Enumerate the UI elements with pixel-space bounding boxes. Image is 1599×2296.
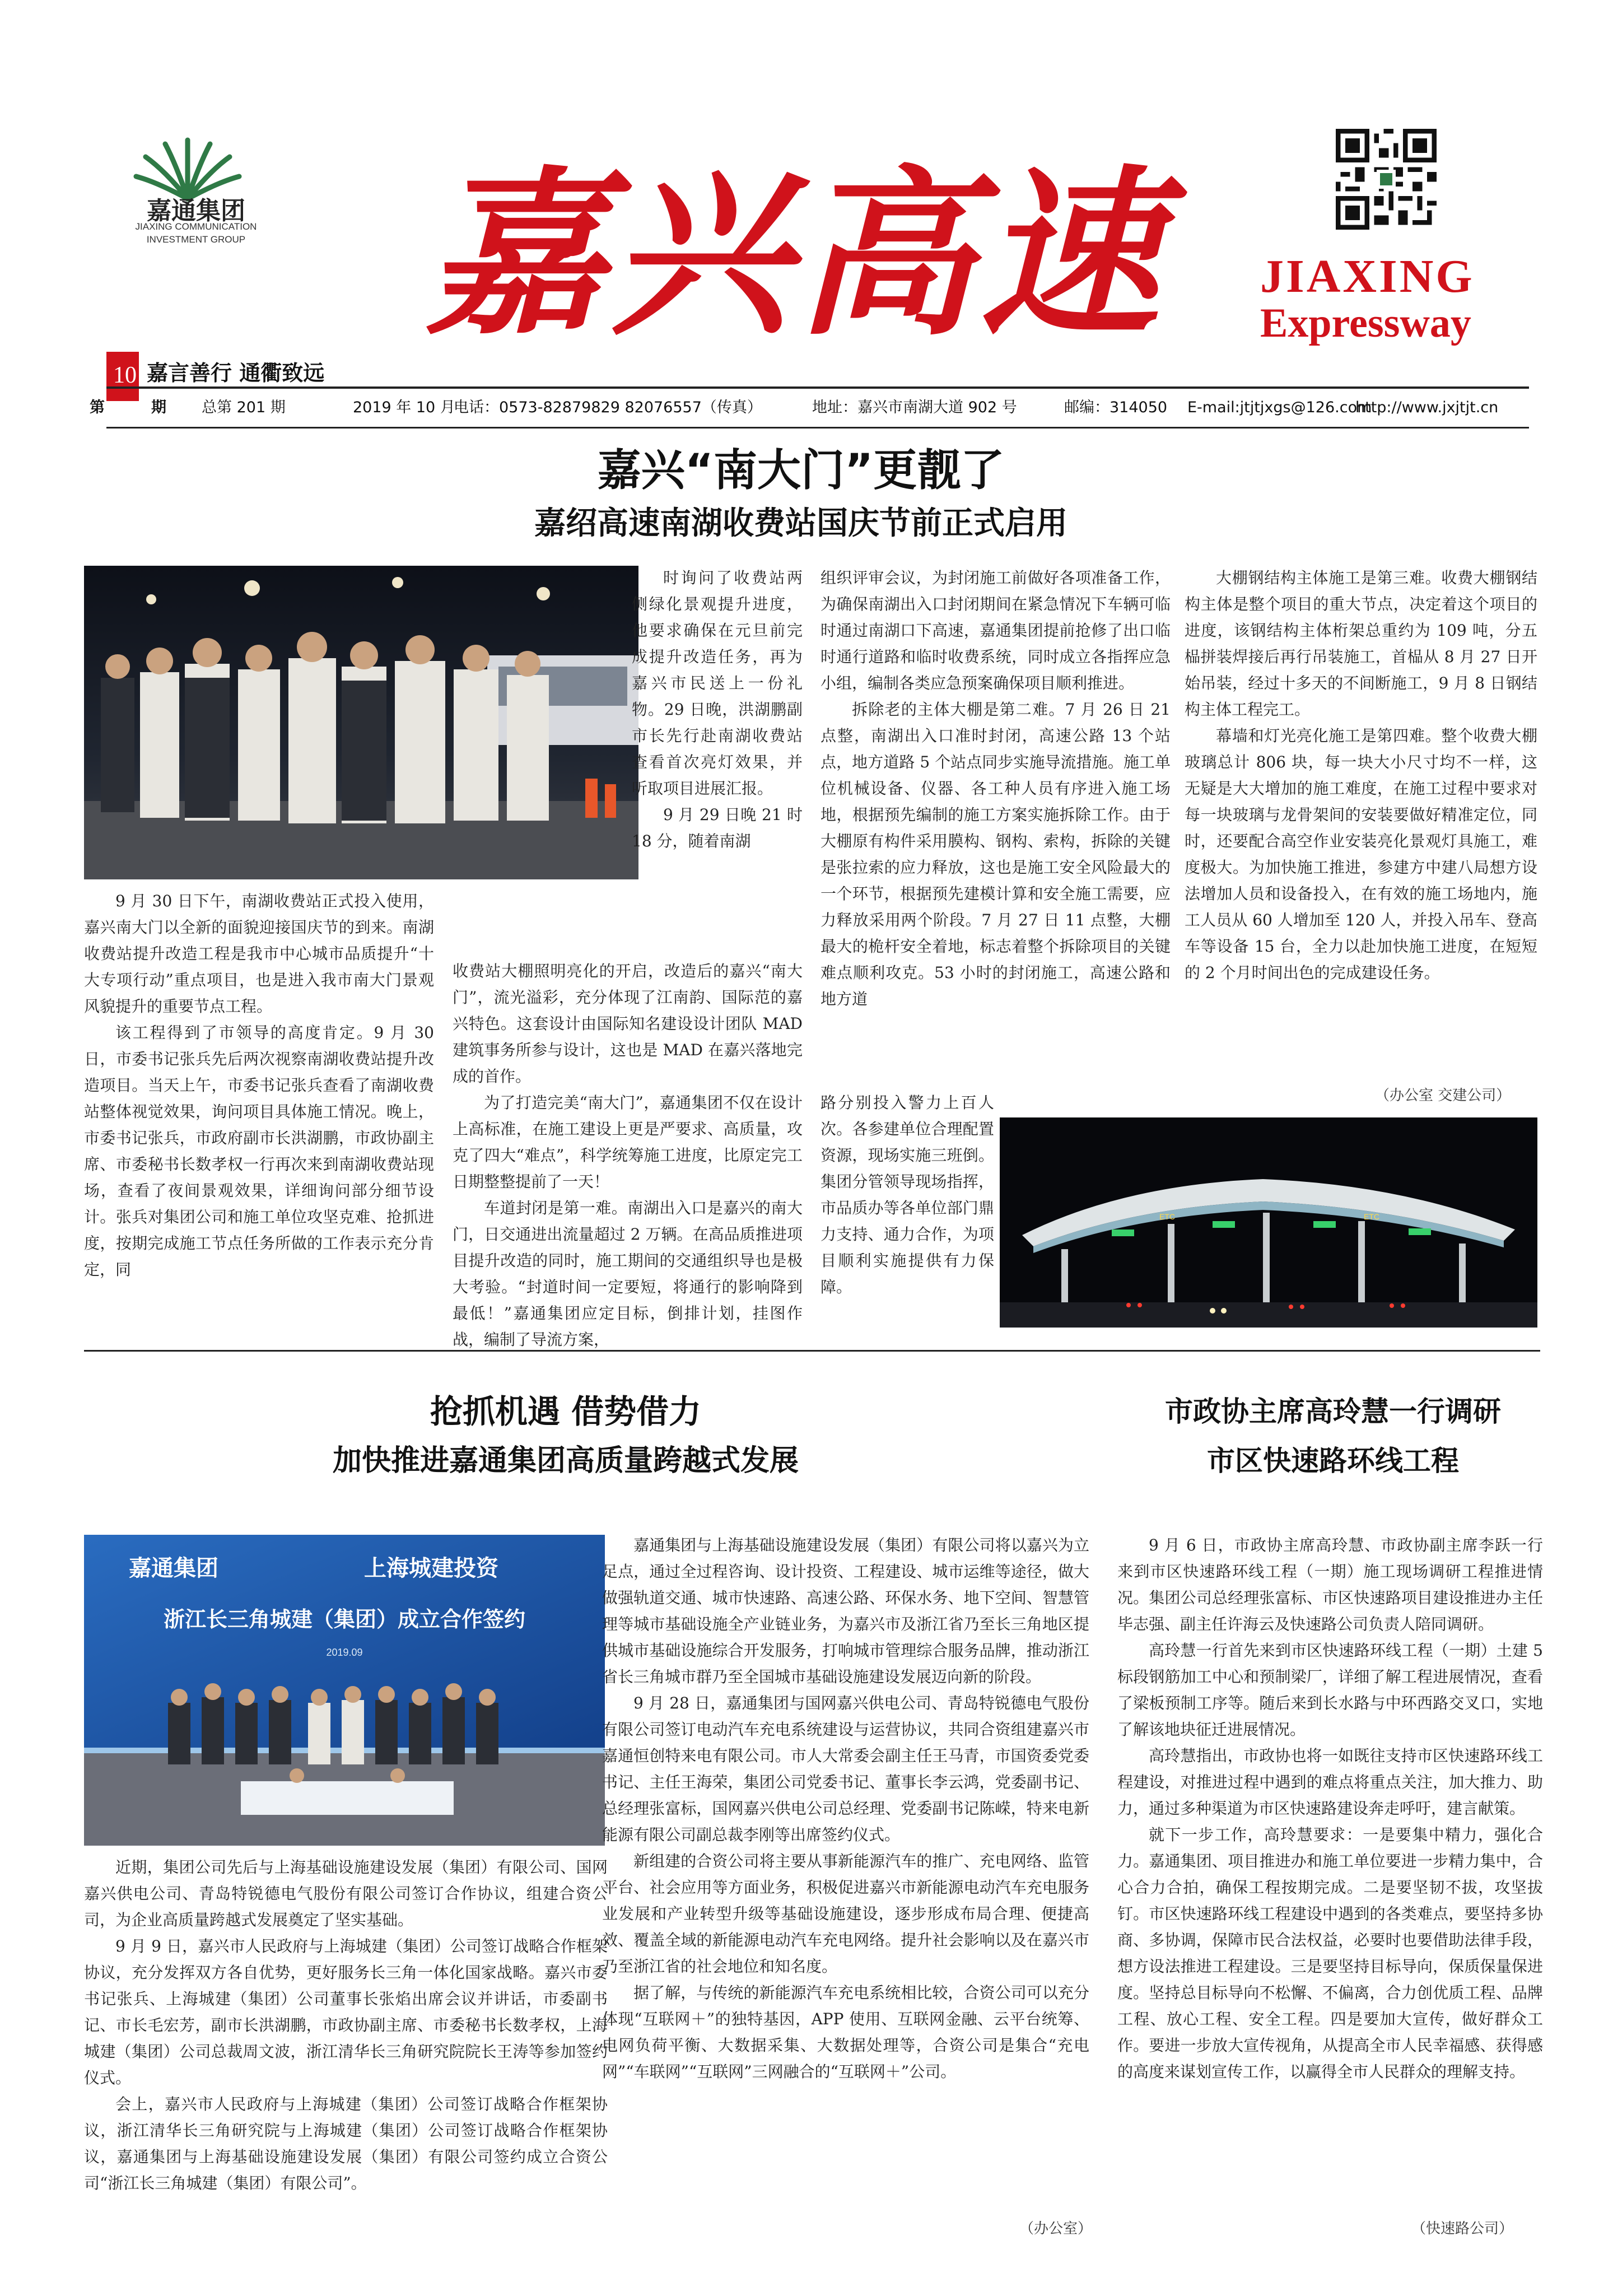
phone: 电话：0573-82879829 82076557（传真） <box>454 399 762 416</box>
article1-credit: （办公室 交建公司） <box>1375 1087 1511 1104</box>
article2-subtitle: 加快推进嘉通集团高质量跨越式发展 <box>332 1444 799 1478</box>
article2-column-2: 嘉通集团与上海基础设施建设发展（集团）有限公司将以嘉兴为立足点，通过全过程咨询、设计投资、工程建设、城市运维等途径，做大做强轨道交通、城市快速路、高速公路、环保水务、地下空间、智慧管理等城市基础设施全产业链业务，为嘉兴市及浙江省乃至长三角地区提供城市基础设施综合开发服务，打响城市管理综合服务品牌，推动浙江省长三角城市群乃至全国城市基础设施建设发展迈向新的阶段。 9 月 28 日，嘉通集团与国网嘉兴供电公司、青岛特锐德电气股份有限公司签订电动汽车充电系统建设与运营协议，共同合资组建嘉兴市嘉通恒创特来电有限公司。市人大常委会副主任王马青，市国资委党委书记、主任王海荣，集团公司党委书记、董事长李云鸿，党委副书记、总经理张富标，国网嘉兴供电公司总经理、党委副书记陈嵘，特来电新能源有限公司副总裁李刚等出席签约仪式。 新组建的合资公司将主要从事新能源汽车的推广、充电网络、监管平台、社会应用等方面业务，积极促进嘉兴市新能源电动汽车充电服务业发展和产业转型升级等基础设施建设，逐步形成布局合理、便捷高效、覆盖全域的新能源电动汽车充电网络。提升社会影响以及在嘉兴市乃至浙江省的社会地位和知名度。 据了解，与传统的新能源汽车充电系统相比较，合资公司可以充分体现“互联网＋”的独特基因，APP 使用、互联网金融、云平台统筹、电网负荷平衡、大数据采集、大数据处理等，合资公司是集合“充电网”“车联网”“互联网”三网融合的“互联网＋”公司。 <box>602 1536 1089 2081</box>
article1-subtitle: 嘉绍高速南湖收费站国庆节前正式启用 <box>534 505 1067 542</box>
article2-credit: （办公室） <box>1019 2220 1093 2237</box>
masthead-title-en-1: JIAXING <box>1260 250 1475 302</box>
article1-title: 嘉兴“南大门”更靓了 <box>597 445 1005 496</box>
photo-banner-left: 嘉通集团 <box>129 1555 218 1581</box>
photo-banner-right: 上海城建投资 <box>364 1555 498 1581</box>
article3-title-line1: 市政协主席高玲慧一行调研 <box>1165 1395 1501 1428</box>
article1-column-1: 9 月 30 日下午，南湖收费站正式投入使用，嘉兴南大门以全新的面貌迎接国庆节的到来。南湖收费站提升改造工程是我市中心城市品质提升“十大专项行动”重点项目，也是进入我市南大门景观风貌提升的重要节点工程。 该工程得到了市领导的高度肯定。9 月 30 日，市委书记张兵先后两次视察南湖收费站提升改造项目。当天上午，市委书记张兵查看了南湖收费站整体视觉效果，询问项目具体施工情况。晚上，市委书记张兵，市政府副市长洪湖鹏，市政协副主席、市委秘书长数孝权一行再次来到南湖收费站现场，查看了夜间景观效果，详细询问部分细节设计。张兵对集团公司和施工单位攻坚克难、抢抓进度，按期完成施工节点任务所做的工作表示充分肯定，同 <box>84 892 434 1279</box>
article2-column-1: 近期，集团公司先后与上海基础设施建设发展（集团）有限公司、国网嘉兴供电公司、青岛特锐德电气股份有限公司签订合作协议，组建合资公司，为企业高质量跨越式发展奠定了坚实基础。 9 月 9 日，嘉兴市人民政府与上海城建（集团）公司签订战略合作框架协议，充分发挥双方各自优势，更好服务长三角一体化国家战略。嘉兴市委书记张兵、上海城建（集团）公司董事长张焰出席会议并讲话，市委副书记、市长毛宏芳，副市长洪湖鹏，市政协副主席、市委秘书长数孝权，上海城建（集团）公司总裁周文波，浙江清华长三角研究院院长王涛等参加签约仪式。 会上，嘉兴市人民政府与上海城建（集团）公司签订战略合作框架协议，浙江清华长三角研究院与上海城建（集团）公司签订战略合作框架协议，嘉通集团与上海基础设施建设发展（集团）有限公司签约成立合资公司“浙江长三角城建（集团）有限公司”。 <box>84 1858 608 2192</box>
section-divider <box>84 1350 1540 1352</box>
total-issue: 总第 201 期 <box>202 399 286 416</box>
info-bar-rule-bottom <box>106 427 1529 429</box>
article3-title-line2: 市区快速路环线工程 <box>1207 1445 1459 1477</box>
masthead-title-en-2: Expressway <box>1260 300 1471 346</box>
email: E-mail:jtjtjxgs@126.com <box>1187 399 1372 416</box>
toll-sign-etc-2: ETC <box>1364 1212 1379 1221</box>
article1-column-3a: 组织评审会议，为封闭施工前做好各项准备工作，为确保南湖出入口封闭期间在紧急情况下车辆可临时通过南湖口下高速，嘉通集团提前抢修了出口临时通行道路和临时收费系统，同时成立各指挥应急小组，编制各类应急预案确保项目顺利推进。 拆除老的主体大棚是第二难。7 月 26 日 21 点整，南湖出入口准时封闭，高速公路 13 个站点，地方道路 5 个站点同步实施导流措施。施工单位机械设备、仪器、各工种人员有序进入施工场地，根据预先编制的施工方案实施拆除工作。由于大棚原有构件采用膜构、钢构、索构，拆除的关键是张拉索的应力释放，这也是施工安全风险最大的一个环节，根据预先建模计算和安全施工需要，应力释放采用两个阶段。7 月 27 日 11 点整，大棚最大的桅杆安全着地，标志着整个拆除项目的关键难点顺利攻克。53 小时的封闭施工，高速公路和地方道 <box>821 569 1171 1008</box>
photo-banner-main: 浙江长三角城建（集团）成立合作签约 <box>163 1607 525 1632</box>
issue-number: 10 <box>113 362 137 388</box>
info-bar-rule-top <box>106 386 1529 389</box>
website: http://www.jxjtjt.cn <box>1355 399 1499 416</box>
article1-photo-leaders <box>84 566 638 879</box>
issue-date: 2019 年 10 月 <box>353 399 455 416</box>
toll-sign-etc-1: ETC <box>1159 1212 1175 1221</box>
article1-column-2b: 收费站大棚照明亮化的开启，改造后的嘉兴“南大门”，流光溢彩，充分体现了江南韵、国际范的嘉兴特色。这套设计由国际知名建设设计团队 MAD 建筑事务所参与设计，这也是 MAD 在嘉兴落地完成的首作。 为了打造完美“南大门”，嘉通集团不仅在设计上高标准，在施工建设上更是严要求、高质量，攻克了四大“难点”，科学统筹施工进度，比原定完工日期整整提前了一天！ 车道封闭是第一难。南湖出入口是嘉兴的南大门，日交通进出流量超过 2 万辆。在高品质推进项目提升改造的同时，施工期间的交通组织导也是极大考验。“封道时间一定要短，将通行的影响降到最低！”嘉通集团应定目标，倒排计划，挂图作战，编制了导流方案， <box>453 962 803 1349</box>
issue-prefix: 第 <box>90 399 105 416</box>
article2-title: 抢抓机遇 借势借力 <box>430 1392 702 1431</box>
address: 地址：嘉兴市南湖大道 902 号 <box>812 399 1017 416</box>
article1-photo-toll-station <box>1000 1117 1537 1328</box>
group-name-en-2: INVESTMENT GROUP <box>146 234 246 245</box>
photo-banner-date: 2019.09 <box>326 1647 363 1658</box>
issue-suffix: 期 <box>151 399 166 416</box>
article1-column-4: 大棚钢结构主体施工是第三难。收费大棚钢结构主体是整个项目的重大节点，决定着这个项目的进度，该钢结构主体桁架总重约为 109 吨，分五榀拼装焊接后再行吊装施工，首榀从 8 月 27 日开始吊装，经过十多天的不间断施工，9 月 8 日钢结构主体工程完工。 幕墙和灯光亮化施工是第四难。整个收费大棚玻璃总计 806 块，每一块大小尺寸均不一样，这无疑是大大增加的施工难度，在施工过程中要求对每一块玻璃与龙骨架间的安装要做好精准定位，同时，还要配合高空作业安装亮化景观灯具施工，难度极大。为加快施工推进，参建方中建八局想方设法增加人员和设备投入，在有效的施工场地内，施工人员从 60 人增加至 120 人，并投入吊车、登高车等设备 15 台，全力以赴加快施工进度，在短短的 2 个月时间出色的完成建设任务。 <box>1185 569 1537 982</box>
article1-column-3b: 路分别投入警力上百人次。各参建单位合理配置资源，现场实施三班倒。集团分管领导现场指挥，市品质办等各单位部门鼎力支持、通力合作，为项目顺利实施提供有力保障。 <box>821 1093 994 1296</box>
masthead-title: 嘉兴高速 <box>426 150 1165 360</box>
article3-column-1: 9 月 6 日，市政协主席高玲慧、市政协副主席李跃一行来到市区快速路环线工程（一期）施工现场调研工程推进情况。集团公司总经理张富标、市区快速路项目建设推进办主任毕志强、副主任许海云及快速路公司负责人陪同调研。 高玲慧一行首先来到市区快速路环线工程（一期）土建 5 标段钢筋加工中心和预制梁厂，详细了解工程进展情况，查看了梁板预制工序等。随后来到长水路与中环西路交叉口，实地了解该地块征迁进展情况。 高玲慧指出，市政协也将一如既往支持市区快速路环线工程建设，对推进过程中遇到的难点将重点关注，加大推力、助力，通过多种渠道为市区快速路建设奔走呼吁，建言献策。 就下一步工作，高玲慧要求：一是要集中精力，强化合力。嘉通集团、项目推进办和施工单位要进一步精力集中，合心合力合拍，确保工程按期完成。二是要坚韧不拔，攻坚拔钉。市区快速路环线工程建设中遇到的各类难点，要坚持多协商、多协调，保障市民合法权益，必要时也要借助法律手段，想方设法推进工程建设。三是要坚持目标导向，保质保量保进度。坚持总目标导向不松懈、不偏离，合力创优质工程、品牌工程、放心工程、安全工程。四是要加大宣传，做好群众工作。要进一步放大宣传视角，从提高全市人民幸福感、获得感的高度来谋划宣传工作，以赢得全市人民群众的理解支持。 <box>1117 1536 1543 2081</box>
qr-code-icon <box>1336 129 1437 230</box>
masthead-slogan: 嘉言善行 通衢致远 <box>147 361 325 385</box>
group-name-cn: 嘉通集团 <box>147 197 245 225</box>
postcode: 邮编：314050 <box>1064 399 1168 416</box>
article3-credit: （快速路公司） <box>1411 2220 1514 2237</box>
article2-photo-signing <box>84 1535 605 1846</box>
article1-column-2a: 时询问了收费站两侧绿化景观提升进度，他要求确保在元旦前完成提升改造任务，再为嘉兴市民送上一份礼物。29 日晚，洪湖鹏副市长先行赴南湖收费站查看首次亮灯效果，并听取项目进展汇报。 9 月 29 日晚 21 时 18 分，随着南湖 <box>632 569 803 850</box>
group-name-en-1: JIAXING COMMUNICATION <box>135 221 257 232</box>
